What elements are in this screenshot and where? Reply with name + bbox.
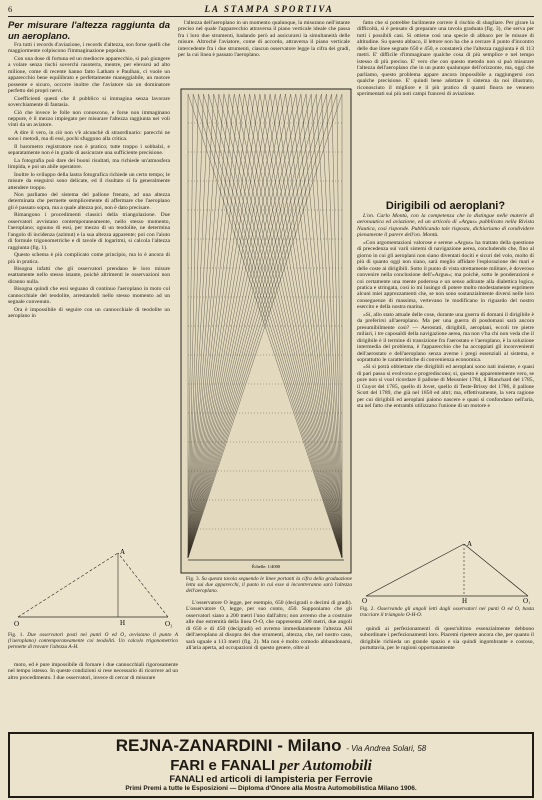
ad-address: - Via Andrea Solari, 58: [346, 744, 427, 753]
fig2-caption: [360, 606, 534, 618]
fig3-caption: [186, 576, 352, 594]
paragraph: Fra tutti i records d'aviazione, i records d'altezza, son forse quelli che maggiormente colpiscono l'immaginazione popolare.: [8, 42, 170, 55]
article1-column-1-tail: [8, 662, 178, 726]
article1-title: Per misurare l'altezza raggiunta da un aeroplano.: [8, 20, 170, 42]
paragraph: quindi ai perfezionamenti di quest'ultimo essenzialmente debbono subordinare i perfezionamenti loro. Piacemi ripetere ancora che, per quanto il dirigibile richieda un grande spazio e sia quindi ingombrante e costoso, purtuttavia, per le ragioni opportunamente: [360, 626, 534, 652]
article1-column-2-top: [178, 20, 350, 84]
paragraph: Questo schema è più complicato come principio, ma lo è ancora di più in pratica.: [8, 252, 170, 265]
paragraph: moto, ed è pure impossibile di fornare i due cannocchiali rigorosamente nel tempo istesso. In queste condizioni si rese necessario di ricorrere ad un altro procedimento. I due osservatori, invece di cercar di misurare: [8, 662, 178, 681]
article1-column-3-bottom: [360, 626, 534, 726]
ad-awards-line: Primi Premi a tutte le Esposizioni — Diploma d'Onore alla Mostra Automobilistica Milano 1906.: [125, 785, 417, 792]
paragraph: Con una dose di fortuna ed un mediocre apparecchio, si può giungere a volare senza rischi soverchi rasoterra, mentre, per elevarsi ad alto milione, come di recente hanno fatto Latham e Paulhan, ci vuole un apparecchio bene equilibrato e perfettamente maneggiabile, un motore possente e sicuro, occorre inoltre che l'aviatore sia un dominatore perfetto dei propri nervi.: [8, 55, 170, 95]
paragraph: L'osservatore O legge, per esempio, 650 (decigradi o decimi di gradi). L'osservatore O, legge, per suo conto, 450. Supponiamo che gli osservatori siano a 200 metri l'uno dall'altro; non avremo che a costruire alle due estremità della linea O-O, che rappresenta 200 metri, due angoli di 650 e di 450 (decigradi) ed avremo immediatamente l'altezza AH dell'aeroplano al disopra dei due strumenti, altezza, che, nel nostro caso, sarà uguale a 113 metri (fig. 2). Ma non è molto comodo abbandonarsi, all'aria aperta, ad occupazioni di questo genere, oltre al: [186, 600, 352, 652]
article1-column-1: [8, 20, 170, 530]
article1-column-3-top: [357, 20, 534, 196]
page-header: [8, 3, 534, 15]
paragraph: Ora è impossibile di seguire con un cannocchiale di teodolite un aeroplano in: [8, 306, 170, 320]
ad-company: REJNA-ZANARDINI - Milano: [115, 736, 342, 755]
paragraph: «Si, allo stato attuale delle cose, durante una guerra di domani il dirigibile è da preferirsi all'aeroplano. Ma per una guerra di posdomani sarà ancora presumibilmente così? — Aerostati, dirigibili, aeroplani, eccoli tre pietre miliari, i tre caposaldi della navigazione aerea, ma non v'ha chi non veda che il dirigibile è il termine di transizione fra l'aerostato e l'aeroplano, è la soluzione intermedia del problema, è l'apparecchio che ha accoppiati gli inconvenienti dell'aerostato e dell'aeroplano senza averne i pregi essenziali al sistema, e soprattutto le caratteristiche di convenienza economica.: [357, 311, 534, 363]
page-number: 6: [8, 4, 13, 14]
paragraph: Bisogna quindi che essi seguano di continuo l'aeroplano in moto col cannocchiale del teodolite, arrestandoli nello stesso momento ad un segnale convenuto.: [8, 286, 170, 306]
fig2-label: Fig. 2.: [360, 606, 375, 612]
publication-title: LA STAMPA SPORTIVA: [204, 4, 334, 14]
fig1-point-o: O: [14, 620, 20, 628]
fig1-caption: [8, 632, 178, 650]
paragraph: Bisogna infatti che gli osservatori prendano le loro misure esattamente nello stesso istante, poichè altrimenti le osservazioni non diranno nulla.: [8, 265, 170, 285]
paragraph: Il barometro registratore non è pratico; tutte troppo i sobbalzi, e separatamente non è in grado di assicurare una sufficiente precisione.: [8, 143, 170, 157]
paragraph: Inoltre lo sviluppo della lastra fotografica richiede un certo tempo; le misure da eseguirsi sono delicate, ed il risultato si fa generalmente attendere troppo.: [8, 171, 170, 191]
fig1-point-a: A: [120, 548, 126, 556]
header-rule: [8, 16, 534, 17]
paragraph: l'altezza dell'aeroplano in un momento qualunque, la misurano nell'istante preciso nel quale l'apparecchio attraversa il piano verticale ideale che passa fra i loro due strumenti, badando però ad assicurarsi la simultaneità delle misure. Altrochè l'aviatore, come di accordo, attraversa il piano verticale intercedente fra i due strumenti, ciascun osservatore legge la cifra dei gradi, per la cui linea è passato l'aeroplano.: [178, 20, 350, 59]
advertisement-box: [8, 732, 534, 798]
fig2-diagram: [360, 538, 534, 604]
fig1-text: Due osservatori posti nei punti O ed O₁ avvistano il punto A (l'aeroplano) contemporaneamente coi teodoliti. Un calcolo trigonometrico permette di trovare l'altezza A-H.: [8, 632, 178, 651]
paragraph: «Si si potrà obbiettare che dirigibili ed aeroplani sono nati insieme, e quasi di pari passo si evolvono e progrediscono; si, questo è apparentemente vero, se pure non si vuol ricordare il pallone di Meusnier 1784, il Blanchard del 1785, il Guyot del 1785, quello di Jovet, quello di Teste-Brissy del 1786, il pallone Scott del 1789, che già nel 1850 ed altri; ma, effettivamente, la vera ragione per cui dirigibili ed aeroplani paiono nascere e quasi si confondano nell'aria, sta nel fatto che entrambi utilizzano l'unione di un motore e: [357, 364, 534, 410]
article2-title: Dirigibili od aeroplani?: [385, 200, 506, 212]
fig3-abacus-chart: [180, 88, 352, 574]
fig1-point-h: H: [120, 619, 126, 627]
article2-column: [357, 200, 534, 535]
paragraph: fatto che si potrebbe facilmente correre il rischio di sbagliare. Per girare la difficoltà, si è pensato di preparare una tavola graduata (fig. 3), che serva per tutti i possibili casi. Si ottiene così una specie di abbaco per le misure di altitudine. Su questo abbaco, il lettore non ha che a cercare il punto d'incontro delle due linee segnate 650 e 450, e constaterà che l'altezza raggiunta è di 113 metri. E' difficile d'immaginare qualche cosa di più semplice e nel tempo istesso di più preciso. E' vero che con questo metodo non si può misurare l'altezza dell'aeroplano che in un punto qualunque dell'orizzonte, ma, oggi che parliamo, questo problema appare ancora impossibile a raggiungersi con qualche precisione. E' quindi bene adottare il sistema da noi illustrato, riconosciuto il migliore e il più pratico di quanti finora ne vennero sperimentati sui più noti campi francesi di aviazione.: [357, 20, 534, 97]
paragraph: A dire il vero, in ciò non v'è alcunchè di straordinario: parecchi ne sono i metodi, ma di essi, pochi sfuggono alla critica.: [8, 129, 170, 143]
ad-product-suffix: per Automobili: [279, 758, 372, 774]
ad-product: FARI e FANALI: [170, 757, 276, 774]
fig3-text: Su questa tavola seguendo le linee portanti la cifra della graduazione letta sui due apparecchi, il punto in cui esse si incontreranno sarà l'altezza dell'aeroplano.: [186, 576, 353, 595]
fig3-label: Fig. 3.: [186, 576, 200, 582]
paragraph: La fotografia può dare dei buoni risultati, ma richiede un'atmosfera limpida, e poi un abile operatore.: [8, 157, 170, 171]
ad-railway-line: FANALI ed articoli di lampisteria per Ferrovie: [169, 774, 373, 785]
paragraph: Non parliamo del sistema del pallone frenato, ad una altezza determinata che permette semplicemente di affermare che l'aeroplano gli è passato sopra, ma a quale altezza poi, non è dato precisare.: [8, 191, 170, 211]
ad-company-line: [10, 736, 532, 758]
paragraph: Rimangono i procedimenti classici della triangolazione. Due osservatori avvistano contemporaneamente, nello stesso momento, l'aeroplano; ognuno di essi, per mezzo di un teodolite, ne determina l'angolo di incidenza (azimut) e la sua altezza apparente; poi con l'aiuto di formule trigonometriche e di tavole di logaritmi, si calcola l'altezza raggiunta (fig. 1).: [8, 212, 170, 251]
fig1-point-o1: O₁: [165, 620, 173, 628]
fig1-diagram: [8, 545, 178, 630]
fig2-point-h: H: [462, 597, 468, 604]
paragraph: Coefficienti questi che il pubblico si immagina senza lavorare soverchiamente di fantasia.: [8, 95, 170, 109]
fig2-point-o1: O₁: [523, 597, 531, 604]
fig1-label: Fig. 1.: [8, 632, 24, 638]
article1-column-2-bottom: [186, 600, 352, 726]
fig2-point-a: A: [467, 540, 473, 548]
fig2-point-o: O: [362, 597, 368, 604]
paragraph: «Con argomentazioni valorose e serene «Argus» ha trattato della questione di precedenza sui varii sistemi di navigazione aerea, concludendo che, fino al giorno in cui gli aeroplani non siano diventati dociti e sicuri del volo, molto di più di quanto oggi non siano, sarà meglio affidare l'esplorazione dei mari e delle coste ai dirigibili. Sotto il punto di vista strettamente militare, è doveroso convenire nella conclusione dell'«Argus»; ma poichè, sotto le ponderazioni e coi certamente una mente poderosa e un senso adirante alla dialettica logica, pratica e stringata, così io mi lusingo di potere molto modestamente esprimere alcuni miei apprezzamenti che, se non sono sostanzialmente diversi nelle loro conseguenze di massima, vertevano le modificano in riguardo del nostro esercito e della nostra marina.: [357, 239, 534, 311]
ad-product-line: [10, 758, 532, 774]
paragraph: Ciò che invece le folle non conoscono, e forse non immaginano neppure, è il mezzo impiegato per misurare l'altezza raggiunta nei voli vinti da un aviatore.: [8, 109, 170, 129]
fig2-text: Osservando gli angoli letti dagli osservatori nei punti O ed O, basta tracciare il triangolo O-H-O.: [360, 606, 534, 619]
article2-intro: L'on. Carlo Montù, con la competenza che lo distingue nelle materie di aeronautica ed aviazione, ed un articolo di «Argus» pubblicato nella Rivista Nautica, così risponde. Pubblicando tale risposta, dichiariamo di condividere pienamente il parere dell'on. Montù.: [357, 213, 534, 239]
fig3-scale: Échelle: 1/4000: [251, 564, 281, 569]
